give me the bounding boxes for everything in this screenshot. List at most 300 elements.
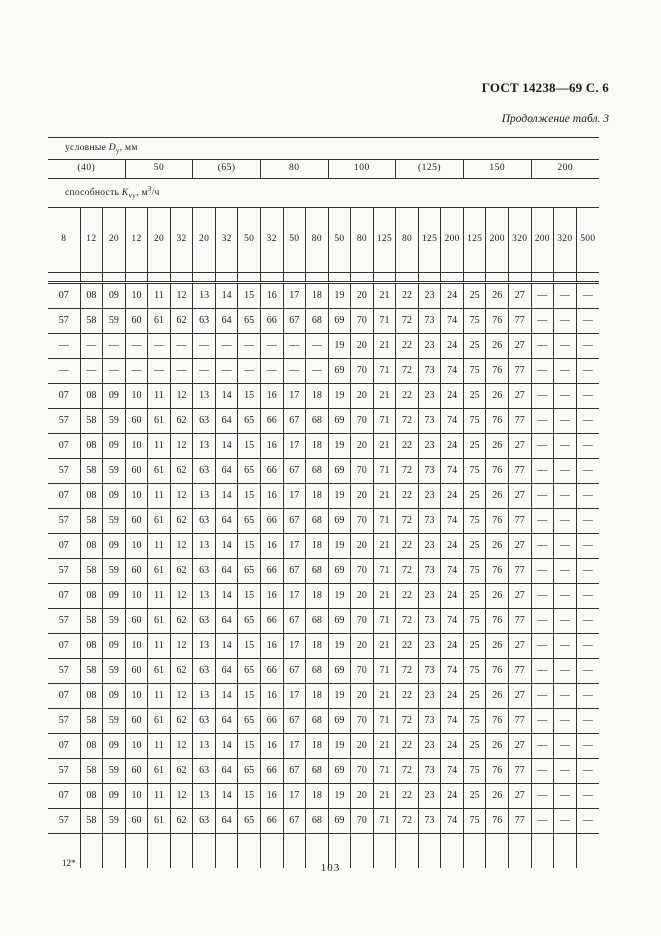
table-cell: 57 xyxy=(48,459,80,484)
table-cell: 58 xyxy=(80,659,103,684)
table-cell: 20 xyxy=(351,684,374,709)
table-cell: 08 xyxy=(80,584,103,609)
table-cell: 60 xyxy=(125,409,148,434)
capacity-value-header: 20 xyxy=(193,208,216,273)
table-cell: — xyxy=(531,534,554,559)
table-cell: 63 xyxy=(193,659,216,684)
table-cell: 66 xyxy=(260,659,283,684)
table-cell: 70 xyxy=(351,709,374,734)
table-cell: 22 xyxy=(396,734,419,759)
separator-cell xyxy=(373,273,396,283)
table-cell: 27 xyxy=(508,784,531,809)
table-cell: 62 xyxy=(170,309,193,334)
table-cell: 17 xyxy=(283,434,306,459)
table-cell: 66 xyxy=(260,809,283,834)
table-cell: — xyxy=(531,609,554,634)
table-cell: 23 xyxy=(418,634,441,659)
table-cell: — xyxy=(554,809,577,834)
table-cell: 17 xyxy=(283,784,306,809)
table-cell: 25 xyxy=(463,484,486,509)
separator-cell xyxy=(418,273,441,283)
table-cell: 11 xyxy=(148,784,171,809)
table-cell: 77 xyxy=(508,509,531,534)
table-cell: 19 xyxy=(328,784,351,809)
table-cell: 72 xyxy=(396,709,419,734)
table-cell: — xyxy=(531,484,554,509)
table-cell: 22 xyxy=(396,283,419,309)
table-cell: 68 xyxy=(306,559,329,584)
table-cell: 71 xyxy=(373,559,396,584)
table-cell: 18 xyxy=(306,534,329,559)
table-cell: 21 xyxy=(373,584,396,609)
table-cell: 65 xyxy=(238,759,261,784)
table-cell: — xyxy=(238,359,261,384)
table-cell: 17 xyxy=(283,684,306,709)
table-cell: 26 xyxy=(486,584,509,609)
table-cell: 66 xyxy=(260,409,283,434)
table-cell: 62 xyxy=(170,409,193,434)
table-cell: 69 xyxy=(328,559,351,584)
table-cell: 19 xyxy=(328,484,351,509)
table-cell: 10 xyxy=(125,283,148,309)
table-cell: 07 xyxy=(48,734,80,759)
table-cell: 15 xyxy=(238,384,261,409)
table-cell: — xyxy=(554,659,577,684)
table-cell: 24 xyxy=(441,734,464,759)
table-cell: 67 xyxy=(283,659,306,684)
table-cell: — xyxy=(576,359,599,384)
table-cell: — xyxy=(283,334,306,359)
table-cell: 27 xyxy=(508,334,531,359)
capacity-value-header: 50 xyxy=(283,208,306,273)
table-row xyxy=(48,334,599,359)
table-cell: 16 xyxy=(260,734,283,759)
table-cell: 70 xyxy=(351,359,374,384)
table-cell: 66 xyxy=(260,709,283,734)
table-cell: 18 xyxy=(306,484,329,509)
table-cell: — xyxy=(554,559,577,584)
table-cell: 26 xyxy=(486,534,509,559)
table-cell: 07 xyxy=(48,534,80,559)
table-cell: 20 xyxy=(351,334,374,359)
table-cell: 77 xyxy=(508,709,531,734)
table-cell: — xyxy=(306,334,329,359)
table-cell: 75 xyxy=(463,759,486,784)
capacity-value-header: 80 xyxy=(396,208,419,273)
table-cell: 73 xyxy=(418,409,441,434)
diameter-group-header: (125) xyxy=(396,160,464,179)
table-cell: — xyxy=(531,359,554,384)
table-cell: 74 xyxy=(441,309,464,334)
table-cell: 76 xyxy=(486,559,509,584)
table-row xyxy=(48,384,599,409)
table-cell: 24 xyxy=(441,434,464,459)
table-cell: 59 xyxy=(103,609,126,634)
table-cell: 75 xyxy=(463,809,486,834)
table-cell: 57 xyxy=(48,809,80,834)
table-cell: 64 xyxy=(215,559,238,584)
table-cell: 72 xyxy=(396,759,419,784)
table-cell: — xyxy=(531,634,554,659)
table-cell: 10 xyxy=(125,784,148,809)
table-cell: 20 xyxy=(351,584,374,609)
table-cell: — xyxy=(103,359,126,384)
table-cell: 73 xyxy=(418,509,441,534)
table-cell: 16 xyxy=(260,534,283,559)
table-row xyxy=(48,359,599,384)
table-cell: 26 xyxy=(486,684,509,709)
table-cell: 68 xyxy=(306,759,329,784)
diameter-group-header: 150 xyxy=(463,160,531,179)
separator-cell xyxy=(306,273,329,283)
table-cell: 73 xyxy=(418,309,441,334)
table-cell: 76 xyxy=(486,809,509,834)
table-cell: 20 xyxy=(351,734,374,759)
table-cell: — xyxy=(576,584,599,609)
table-cell: 21 xyxy=(373,684,396,709)
table-cell: 15 xyxy=(238,584,261,609)
diameter-group-header: 200 xyxy=(531,160,599,179)
table-cell: — xyxy=(80,359,103,384)
table-cell: — xyxy=(576,634,599,659)
table-cell: 11 xyxy=(148,384,171,409)
table-cell: — xyxy=(238,334,261,359)
table-cell: 14 xyxy=(215,584,238,609)
diameter-group-header: 100 xyxy=(328,160,396,179)
table-cell: 75 xyxy=(463,309,486,334)
table-cell: 24 xyxy=(441,384,464,409)
table-cell: 22 xyxy=(396,684,419,709)
table-cell: 61 xyxy=(148,759,171,784)
table-cell: 14 xyxy=(215,283,238,309)
table-cell: 20 xyxy=(351,283,374,309)
table-cell: 74 xyxy=(441,559,464,584)
table-cell: 75 xyxy=(463,459,486,484)
table-cell: 74 xyxy=(441,459,464,484)
table-cell: 77 xyxy=(508,559,531,584)
table-cell: 08 xyxy=(80,784,103,809)
table-cell: 71 xyxy=(373,359,396,384)
table-cell: 74 xyxy=(441,759,464,784)
table-cell: 27 xyxy=(508,734,531,759)
table-cell: 17 xyxy=(283,584,306,609)
table-cell: 68 xyxy=(306,809,329,834)
table-cell: 21 xyxy=(373,434,396,459)
table-cell: 23 xyxy=(418,534,441,559)
table-cell: 13 xyxy=(193,734,216,759)
table-cell: — xyxy=(576,309,599,334)
table-cell: 57 xyxy=(48,709,80,734)
table-cell: 68 xyxy=(306,509,329,534)
table-cell: 16 xyxy=(260,384,283,409)
table-cell: 07 xyxy=(48,584,80,609)
table-cell: 15 xyxy=(238,684,261,709)
table-cell: 75 xyxy=(463,409,486,434)
table-cell: 22 xyxy=(396,384,419,409)
table-row xyxy=(48,684,599,709)
table-cell: 11 xyxy=(148,434,171,459)
table-cell: 11 xyxy=(148,634,171,659)
table-cell: — xyxy=(170,334,193,359)
table-cell: 23 xyxy=(418,484,441,509)
table-row xyxy=(48,434,599,459)
table-cell: — xyxy=(576,559,599,584)
table-cell: 14 xyxy=(215,384,238,409)
table-cell: 18 xyxy=(306,784,329,809)
table-cell: 67 xyxy=(283,609,306,634)
table-cell: 13 xyxy=(193,283,216,309)
table-row xyxy=(48,659,599,684)
table-cell: 12 xyxy=(170,734,193,759)
separator-cell xyxy=(531,273,554,283)
table-cell: 11 xyxy=(148,534,171,559)
table-cell: 20 xyxy=(351,534,374,559)
table-cell: 74 xyxy=(441,359,464,384)
table-cell: 61 xyxy=(148,309,171,334)
table-cell: 21 xyxy=(373,334,396,359)
table-cell: 67 xyxy=(283,809,306,834)
table-cell: 66 xyxy=(260,309,283,334)
table-cell: — xyxy=(554,283,577,309)
table-cell: 18 xyxy=(306,634,329,659)
table-cell: 69 xyxy=(328,359,351,384)
table-cell: 57 xyxy=(48,309,80,334)
table-cell: — xyxy=(531,709,554,734)
separator-cell xyxy=(486,273,509,283)
table-cell: 68 xyxy=(306,459,329,484)
capacity-value-header: 80 xyxy=(351,208,374,273)
table-cell: 08 xyxy=(80,734,103,759)
table-cell: 27 xyxy=(508,634,531,659)
diameter-group-header: 50 xyxy=(125,160,193,179)
table-cell: — xyxy=(531,759,554,784)
table-cell: 27 xyxy=(508,534,531,559)
table-cell: 77 xyxy=(508,759,531,784)
table-cell: — xyxy=(531,734,554,759)
table-cell: 77 xyxy=(508,459,531,484)
table-cell: 76 xyxy=(486,609,509,634)
separator-cell xyxy=(238,273,261,283)
table-row xyxy=(48,484,599,509)
table-cell: 65 xyxy=(238,709,261,734)
table-cell: 66 xyxy=(260,509,283,534)
table-cell: 62 xyxy=(170,609,193,634)
table-cell: — xyxy=(148,359,171,384)
table-cell: 64 xyxy=(215,659,238,684)
capacity-value-header: 12 xyxy=(80,208,103,273)
table-cell: 12 xyxy=(170,784,193,809)
table-cell: 19 xyxy=(328,634,351,659)
table-cell: — xyxy=(531,309,554,334)
table-cell: 27 xyxy=(508,434,531,459)
table-cell: 60 xyxy=(125,459,148,484)
table-cell: 15 xyxy=(238,734,261,759)
table-cell: 73 xyxy=(418,809,441,834)
table-cell: 69 xyxy=(328,309,351,334)
table-cell: 69 xyxy=(328,659,351,684)
table-row xyxy=(48,634,599,659)
table-cell: 76 xyxy=(486,409,509,434)
table-cell: 65 xyxy=(238,409,261,434)
table-cell: 60 xyxy=(125,509,148,534)
table-cell: 76 xyxy=(486,659,509,684)
table-row xyxy=(48,309,599,334)
table-cell: 27 xyxy=(508,584,531,609)
table-cell: — xyxy=(576,283,599,309)
table-cell: 09 xyxy=(103,584,126,609)
table-cell: 21 xyxy=(373,634,396,659)
table-cell: — xyxy=(193,334,216,359)
table-cell: 07 xyxy=(48,484,80,509)
table-cell: 67 xyxy=(283,409,306,434)
table-cell: 07 xyxy=(48,684,80,709)
nominal-diameter-row xyxy=(48,138,599,160)
table-cell: 18 xyxy=(306,584,329,609)
table-cell: 63 xyxy=(193,609,216,634)
table-cell: — xyxy=(531,584,554,609)
table-cell: — xyxy=(48,359,80,384)
table-cell: 74 xyxy=(441,809,464,834)
table-cell: 65 xyxy=(238,659,261,684)
table-cell: 08 xyxy=(80,434,103,459)
table-cell: — xyxy=(306,359,329,384)
table-cell: 12 xyxy=(170,484,193,509)
table-cell: — xyxy=(554,384,577,409)
table-cell: 65 xyxy=(238,559,261,584)
table-cell: 63 xyxy=(193,759,216,784)
table-cell: — xyxy=(531,409,554,434)
table-cell: 21 xyxy=(373,384,396,409)
table-cell: 68 xyxy=(306,709,329,734)
table-cell: 15 xyxy=(238,434,261,459)
diameter-group-header: 80 xyxy=(260,160,328,179)
table-cell: — xyxy=(103,334,126,359)
table-cell: 13 xyxy=(193,484,216,509)
table-cell: 72 xyxy=(396,659,419,684)
table-row xyxy=(48,534,599,559)
table-cell: 08 xyxy=(80,634,103,659)
table-cell: 13 xyxy=(193,634,216,659)
table-cell: — xyxy=(80,334,103,359)
table-cell: 57 xyxy=(48,659,80,684)
table-cell: 14 xyxy=(215,734,238,759)
table-cell: 22 xyxy=(396,534,419,559)
table-cell: — xyxy=(215,359,238,384)
capacity-value-header: 200 xyxy=(531,208,554,273)
capacity-value-header: 320 xyxy=(508,208,531,273)
table-cell: 11 xyxy=(148,684,171,709)
table-cell: 72 xyxy=(396,309,419,334)
table-cell: 11 xyxy=(148,283,171,309)
capacity-value-header: 32 xyxy=(260,208,283,273)
table-cell: — xyxy=(531,559,554,584)
separator-cell xyxy=(441,273,464,283)
table-cell: 21 xyxy=(373,534,396,559)
table-cell: 20 xyxy=(351,384,374,409)
table-cell: 09 xyxy=(103,384,126,409)
table-cell: — xyxy=(554,734,577,759)
table-cell: 27 xyxy=(508,283,531,309)
table-cell: 76 xyxy=(486,759,509,784)
separator-cell xyxy=(463,273,486,283)
table-cell: — xyxy=(125,359,148,384)
table-cell: 08 xyxy=(80,283,103,309)
table-cell: — xyxy=(283,359,306,384)
table-cell: 75 xyxy=(463,359,486,384)
standard-title: ГОСТ 14238—69 С. 6 xyxy=(481,80,609,95)
table-cell: 16 xyxy=(260,434,283,459)
table-cell: 23 xyxy=(418,384,441,409)
table-cell: — xyxy=(531,684,554,709)
table-cell: 62 xyxy=(170,559,193,584)
table-cell: 70 xyxy=(351,509,374,534)
table-cell: 25 xyxy=(463,684,486,709)
table-cell: 10 xyxy=(125,534,148,559)
table-cell: 14 xyxy=(215,484,238,509)
table-cell: — xyxy=(531,809,554,834)
table-cell: — xyxy=(576,384,599,409)
table-cell: 62 xyxy=(170,509,193,534)
table-cell: 71 xyxy=(373,309,396,334)
separator-cell xyxy=(554,273,577,283)
capacity-values-row xyxy=(48,208,599,273)
table-cell: 59 xyxy=(103,659,126,684)
table-cell: 23 xyxy=(418,584,441,609)
table-cell: 13 xyxy=(193,434,216,459)
table-cell: — xyxy=(554,309,577,334)
table-cell: 11 xyxy=(148,584,171,609)
table-cell: — xyxy=(531,283,554,309)
table-cell: 60 xyxy=(125,809,148,834)
table-cell: 24 xyxy=(441,684,464,709)
table-cell: 58 xyxy=(80,609,103,634)
table-cell: 12 xyxy=(170,584,193,609)
table-cell: 24 xyxy=(441,334,464,359)
table-cell: 23 xyxy=(418,784,441,809)
table-cell: — xyxy=(170,359,193,384)
table-cell: 74 xyxy=(441,659,464,684)
table-cell: 16 xyxy=(260,484,283,509)
table-cell: 20 xyxy=(351,634,374,659)
table-cell: — xyxy=(554,684,577,709)
table-cell: 68 xyxy=(306,609,329,634)
separator-cell xyxy=(260,273,283,283)
separator-cell xyxy=(283,273,306,283)
table-cell: 22 xyxy=(396,634,419,659)
table-cell: 20 xyxy=(351,484,374,509)
table-cell: 27 xyxy=(508,384,531,409)
table-row xyxy=(48,459,599,484)
table-cell: 24 xyxy=(441,283,464,309)
table-cell: 77 xyxy=(508,659,531,684)
capacity-value-header: 125 xyxy=(418,208,441,273)
table-cell: 26 xyxy=(486,434,509,459)
table-cell: 71 xyxy=(373,409,396,434)
table-cell: 63 xyxy=(193,559,216,584)
table-cell: — xyxy=(260,359,283,384)
table-cell: 77 xyxy=(508,609,531,634)
table-cell: 23 xyxy=(418,734,441,759)
table-cell: 58 xyxy=(80,759,103,784)
separator-cell xyxy=(80,273,103,283)
table-cell: 12 xyxy=(170,384,193,409)
table-cell: 12 xyxy=(170,434,193,459)
table-row xyxy=(48,509,599,534)
table-cell: 73 xyxy=(418,559,441,584)
table-cell: 58 xyxy=(80,309,103,334)
table-cell: 14 xyxy=(215,634,238,659)
table-cell: — xyxy=(576,334,599,359)
